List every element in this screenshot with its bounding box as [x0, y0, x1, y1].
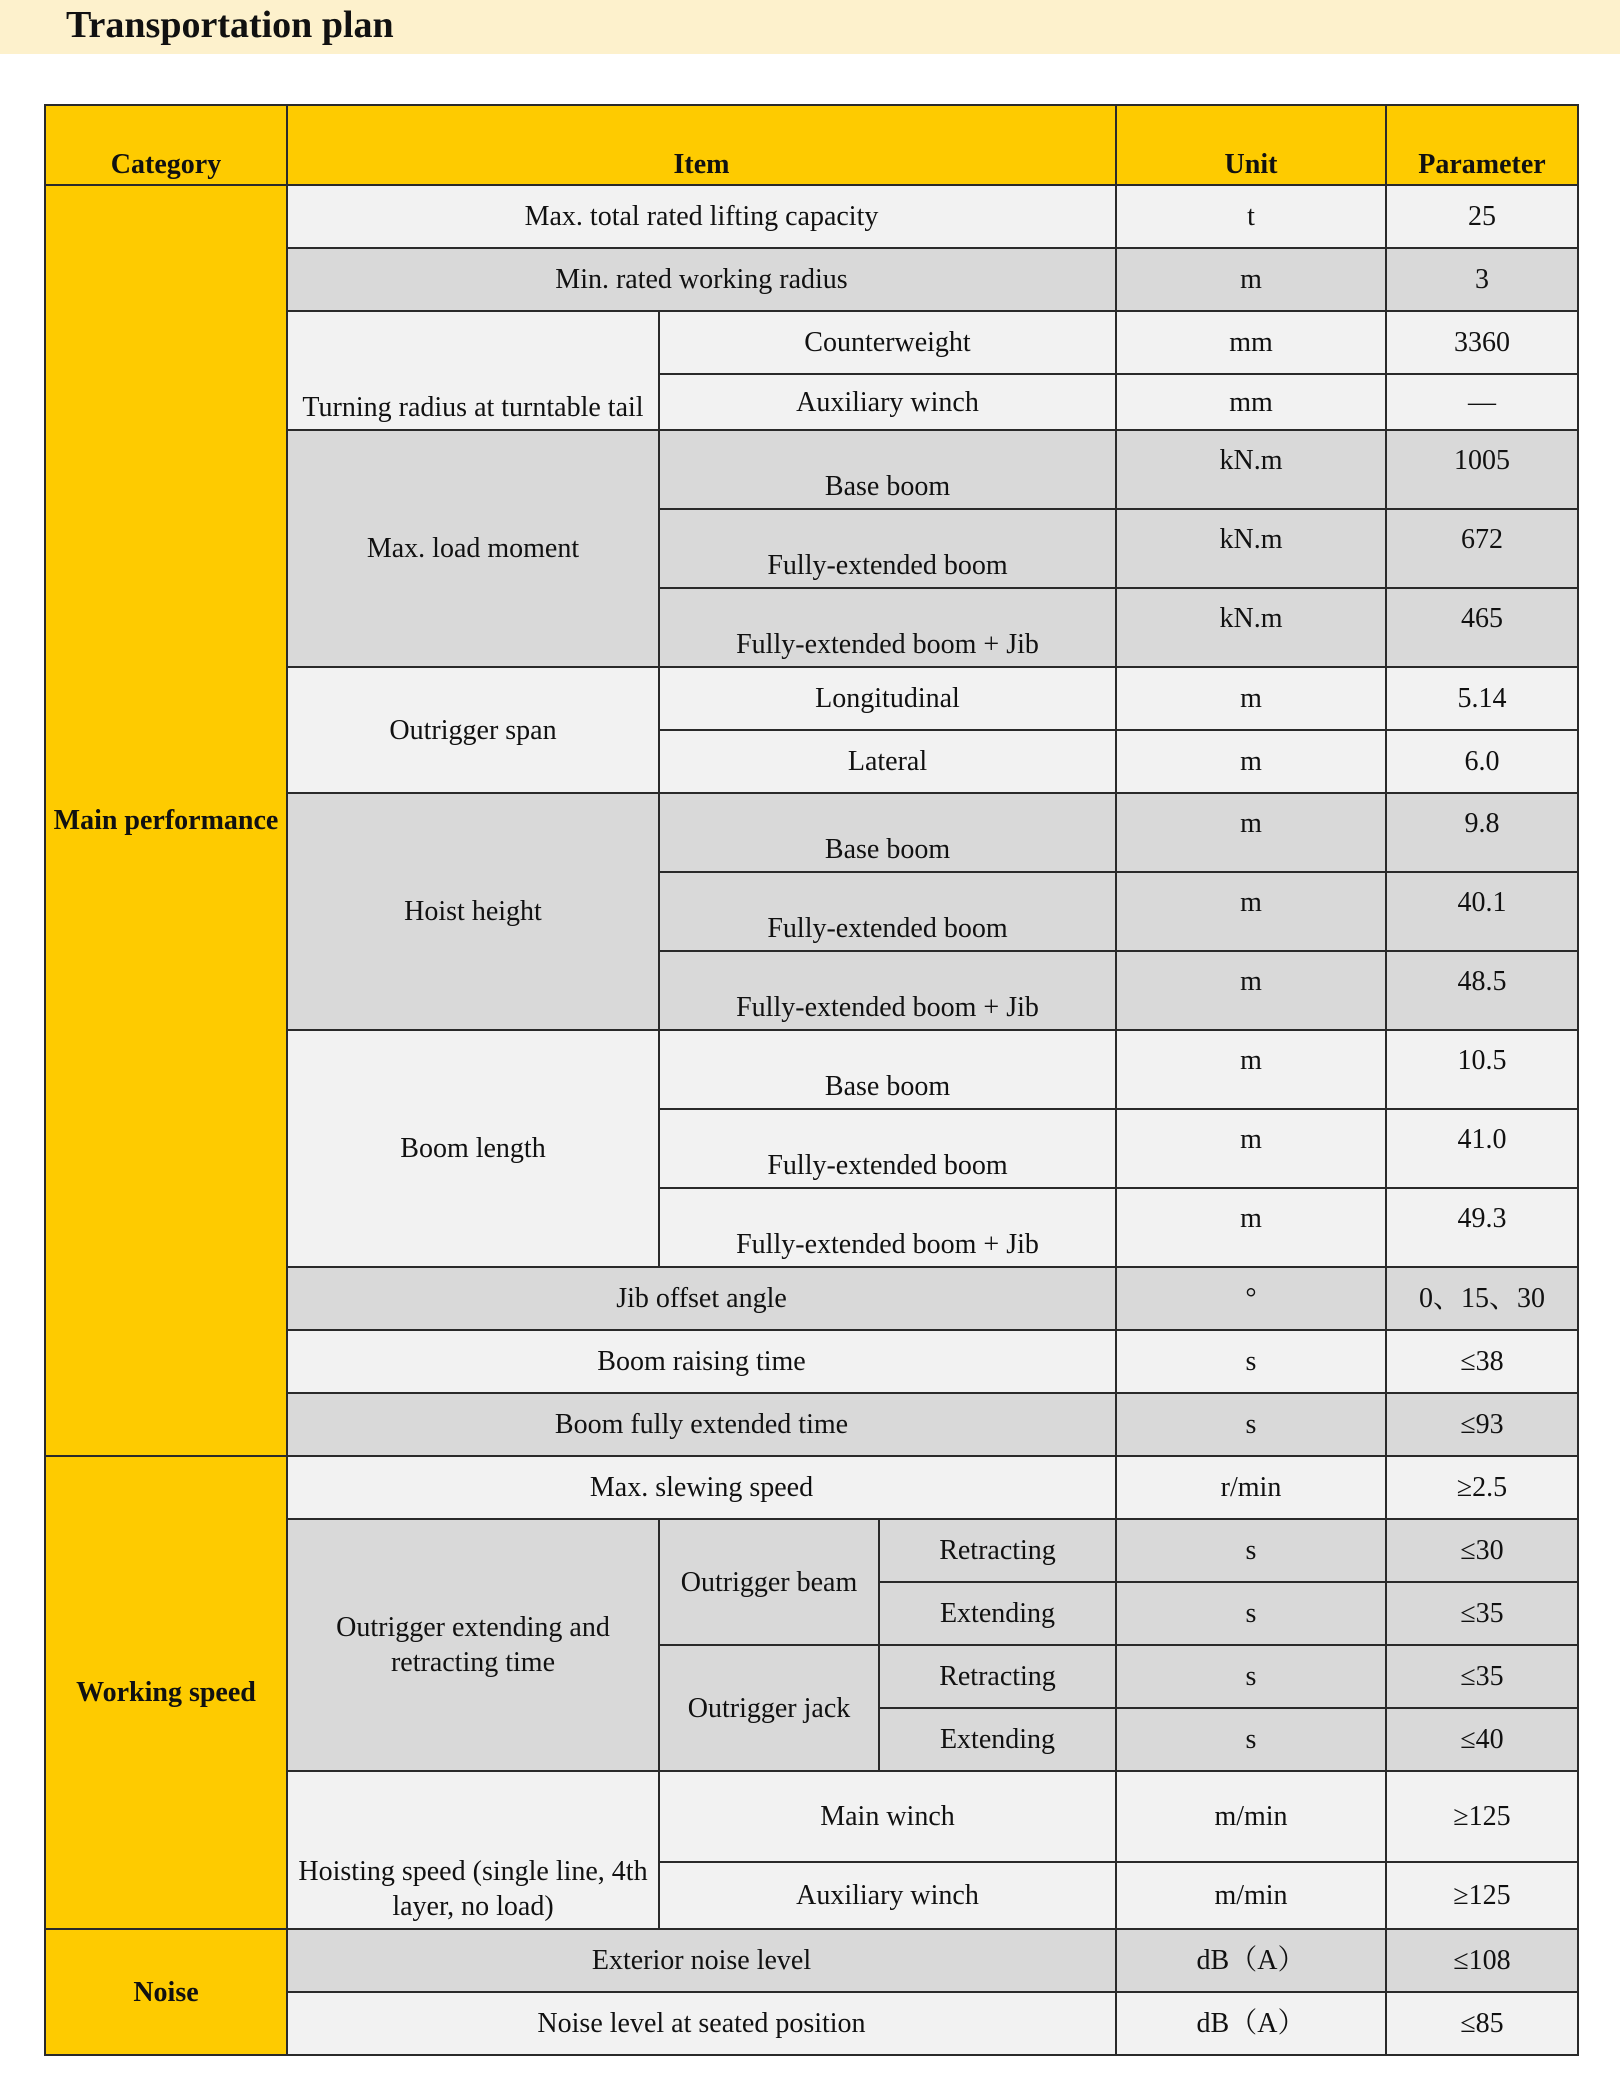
item-label: Min. rated working radius — [287, 248, 1116, 311]
item-label: Retracting — [879, 1645, 1116, 1708]
unit-cell: kN.m — [1116, 588, 1386, 667]
item-label: Fully-extended boom — [659, 1109, 1116, 1188]
table-row — [45, 1929, 1578, 1992]
parameter-cell: ≥2.5 — [1386, 1456, 1578, 1519]
group-label: Outrigger extending and retracting time — [287, 1519, 659, 1771]
unit-cell: m — [1116, 1109, 1386, 1188]
parameter-cell: 0、15、30 — [1386, 1267, 1578, 1330]
parameter-cell: 10.5 — [1386, 1030, 1578, 1109]
item-label: Base boom — [659, 430, 1116, 509]
item-label: Longitudinal — [659, 667, 1116, 730]
item-label: Fully-extended boom + Jib — [659, 588, 1116, 667]
unit-cell: dB（A） — [1116, 1929, 1386, 1992]
unit-cell: t — [1116, 185, 1386, 248]
item-label: Extending — [879, 1582, 1116, 1645]
item-label: Jib offset angle — [287, 1267, 1116, 1330]
item-label: Boom raising time — [287, 1330, 1116, 1393]
unit-cell: m — [1116, 951, 1386, 1030]
unit-cell: m/min — [1116, 1862, 1386, 1929]
parameter-cell: — — [1386, 374, 1578, 430]
unit-cell: m — [1116, 667, 1386, 730]
category-main-performance: Main performance — [45, 185, 287, 1456]
unit-cell: s — [1116, 1708, 1386, 1771]
item-label: Counterweight — [659, 311, 1116, 374]
group-label: Hoisting speed (single line, 4th layer, no load) — [287, 1771, 659, 1929]
unit-cell: m — [1116, 793, 1386, 872]
header-row — [45, 105, 1578, 185]
parameter-cell: 6.0 — [1386, 730, 1578, 793]
parameter-cell: ≤35 — [1386, 1645, 1578, 1708]
parameter-cell: 672 — [1386, 509, 1578, 588]
unit-cell: r/min — [1116, 1456, 1386, 1519]
unit-cell: s — [1116, 1330, 1386, 1393]
item-label: Fully-extended boom — [659, 509, 1116, 588]
parameter-cell: ≤85 — [1386, 1992, 1578, 2055]
category-working-speed: Working speed — [45, 1456, 287, 1929]
header-item: Item — [287, 105, 1116, 185]
parameter-cell: 3 — [1386, 248, 1578, 311]
unit-cell: mm — [1116, 374, 1386, 430]
parameter-cell: 49.3 — [1386, 1188, 1578, 1267]
parameter-cell: 25 — [1386, 185, 1578, 248]
parameter-cell: 48.5 — [1386, 951, 1578, 1030]
parameter-cell: ≤93 — [1386, 1393, 1578, 1456]
group-label: Boom length — [287, 1030, 659, 1267]
header-unit: Unit — [1116, 105, 1386, 185]
parameter-cell: ≥125 — [1386, 1771, 1578, 1862]
item-label: Lateral — [659, 730, 1116, 793]
unit-cell: s — [1116, 1645, 1386, 1708]
unit-cell: m — [1116, 1188, 1386, 1267]
parameter-cell: 1005 — [1386, 430, 1578, 509]
subgroup-label: Outrigger jack — [659, 1645, 879, 1771]
unit-cell: s — [1116, 1582, 1386, 1645]
item-label: Retracting — [879, 1519, 1116, 1582]
item-label: Fully-extended boom — [659, 872, 1116, 951]
group-label: Max. load moment — [287, 430, 659, 667]
group-label: Hoist height — [287, 793, 659, 1030]
item-label: Noise level at seated position — [287, 1992, 1116, 2055]
item-label: Auxiliary winch — [659, 374, 1116, 430]
header-parameter: Parameter — [1386, 105, 1578, 185]
parameter-cell: 9.8 — [1386, 793, 1578, 872]
item-label: Fully-extended boom + Jib — [659, 951, 1116, 1030]
spec-table — [44, 104, 1579, 2056]
item-label: Boom fully extended time — [287, 1393, 1116, 1456]
unit-cell: ° — [1116, 1267, 1386, 1330]
group-label: Turning radius at turntable tail — [287, 311, 659, 430]
item-label: Base boom — [659, 1030, 1116, 1109]
unit-cell: m — [1116, 730, 1386, 793]
unit-cell: dB（A） — [1116, 1992, 1386, 2055]
item-label: Exterior noise level — [287, 1929, 1116, 1992]
unit-cell: mm — [1116, 311, 1386, 374]
unit-cell: m — [1116, 872, 1386, 951]
subgroup-label: Outrigger beam — [659, 1519, 879, 1645]
unit-cell: m/min — [1116, 1771, 1386, 1862]
unit-cell: s — [1116, 1393, 1386, 1456]
unit-cell: m — [1116, 1030, 1386, 1109]
parameter-cell: 40.1 — [1386, 872, 1578, 951]
category-noise: Noise — [45, 1929, 287, 2055]
unit-cell: kN.m — [1116, 430, 1386, 509]
header-category: Category — [45, 105, 287, 185]
item-label: Extending — [879, 1708, 1116, 1771]
parameter-cell: ≤40 — [1386, 1708, 1578, 1771]
parameter-cell: 3360 — [1386, 311, 1578, 374]
spec-table-wrapper — [44, 104, 1579, 2056]
parameter-cell: ≤38 — [1386, 1330, 1578, 1393]
item-label: Auxiliary winch — [659, 1862, 1116, 1929]
page-title: Transportation plan — [66, 4, 394, 46]
table-row — [45, 185, 1578, 248]
item-label: Max. total rated lifting capacity — [287, 185, 1116, 248]
title-bar — [0, 0, 1620, 54]
parameter-cell: 465 — [1386, 588, 1578, 667]
unit-cell: m — [1116, 248, 1386, 311]
unit-cell: s — [1116, 1519, 1386, 1582]
parameter-cell: ≥125 — [1386, 1862, 1578, 1929]
parameter-cell: 5.14 — [1386, 667, 1578, 730]
item-label: Base boom — [659, 793, 1116, 872]
item-label: Max. slewing speed — [287, 1456, 1116, 1519]
item-label: Main winch — [659, 1771, 1116, 1862]
group-label: Outrigger span — [287, 667, 659, 793]
parameter-cell: 41.0 — [1386, 1109, 1578, 1188]
parameter-cell: ≤108 — [1386, 1929, 1578, 1992]
unit-cell: kN.m — [1116, 509, 1386, 588]
parameter-cell: ≤30 — [1386, 1519, 1578, 1582]
parameter-cell: ≤35 — [1386, 1582, 1578, 1645]
table-row — [45, 1456, 1578, 1519]
item-label: Fully-extended boom + Jib — [659, 1188, 1116, 1267]
